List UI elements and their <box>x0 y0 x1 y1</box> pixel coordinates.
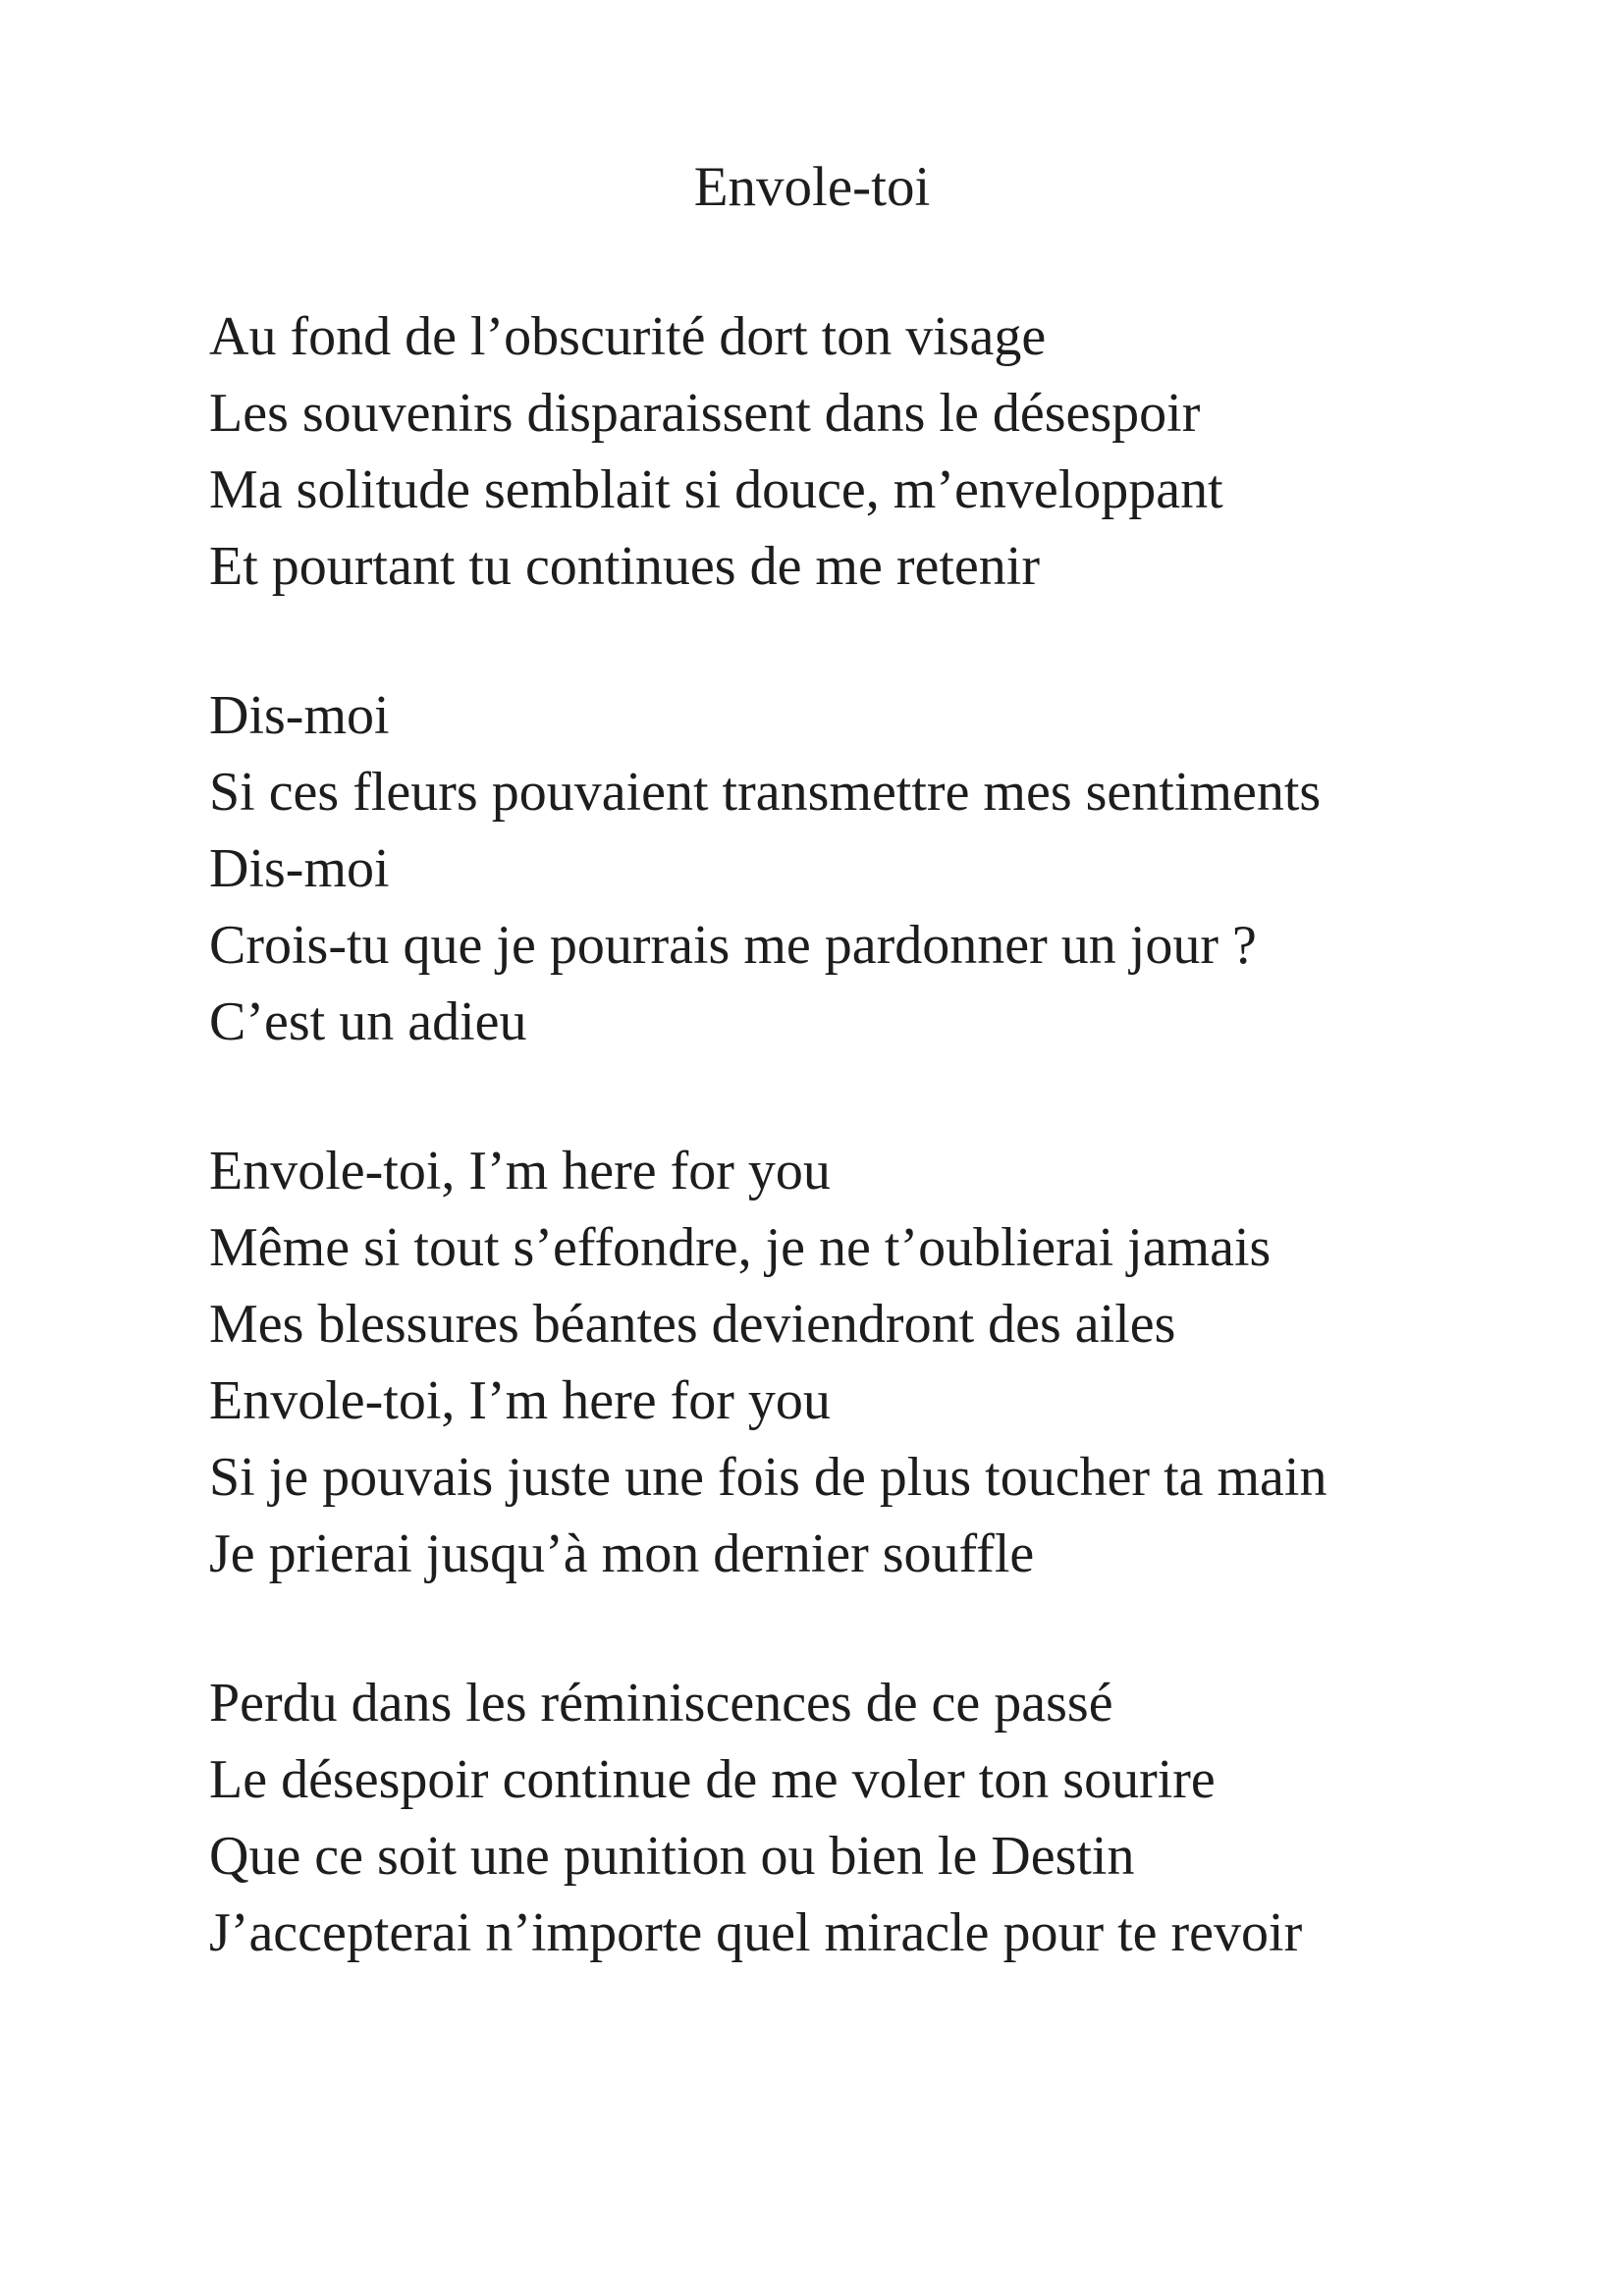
stanza-1 <box>209 298 1415 605</box>
lyric-line: Je prierai jusqu’à mon dernier souffle <box>209 1523 1035 1584</box>
lyric-line: Crois-tu que je pourrais me pardonner un jour ? <box>209 915 1257 976</box>
lyric-line: Ma solitude semblait si douce, m’enveloppant <box>209 459 1223 520</box>
lyric-line: Si je pouvais juste une fois de plus toucher ta main <box>209 1447 1327 1508</box>
stanza-4 <box>209 1665 1415 1971</box>
lyric-line: Envole-toi, I’m here for you <box>209 1370 831 1431</box>
lyric-line: Les souvenirs disparaissent dans le désespoir <box>209 383 1201 444</box>
lyric-line: Perdu dans les réminiscences de ce passé <box>209 1673 1113 1734</box>
lyric-line: J’accepterai n’importe quel miracle pour te revoir <box>209 1902 1303 1963</box>
lyric-line: Au fond de l’obscurité dort ton visage <box>209 306 1047 367</box>
stanza-2 <box>209 677 1415 1060</box>
lyric-line: Le désespoir continue de me voler ton sourire <box>209 1749 1216 1810</box>
stanza-3 <box>209 1133 1415 1592</box>
lyric-line: Dis-moi <box>209 685 390 746</box>
lyric-line: Envole-toi, I’m here for you <box>209 1141 831 1201</box>
lyric-line: Et pourtant tu continues de me retenir <box>209 536 1040 597</box>
lyric-line: Si ces fleurs pouvaient transmettre mes sentiments <box>209 762 1322 823</box>
poem-title: Envole-toi <box>693 156 931 218</box>
lyric-line: C’est un adieu <box>209 991 527 1052</box>
lyric-line: Même si tout s’effondre, je ne t’oublierai jamais <box>209 1217 1272 1278</box>
lyric-line: Que ce soit une punition ou bien le Destin <box>209 1826 1135 1887</box>
lyric-line: Dis-moi <box>209 838 390 899</box>
lyric-line: Mes blessures béantes deviendront des ailes <box>209 1294 1176 1355</box>
